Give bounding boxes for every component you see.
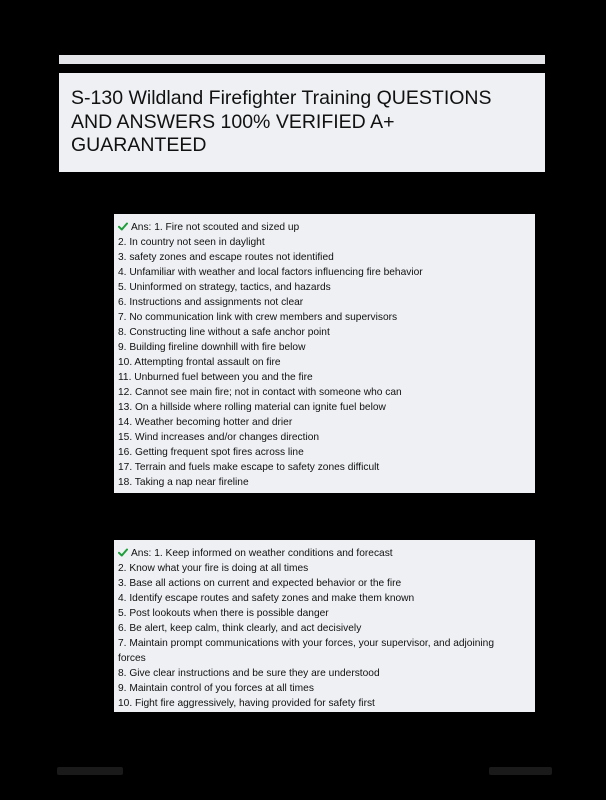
answer-line: 13. On a hillside where rolling material can ignite fuel below [118,402,386,413]
answer-line: 11. Unburned fuel between you and the fire [118,372,313,383]
answer-line: 16. Getting frequent spot fires across line [118,447,304,458]
answer-line: 9. Maintain control of you forces at all times [118,683,314,694]
answer-line: 12. Cannot see main fire; not in contact with someone who can [118,387,402,398]
answer-line: 18. Taking a nap near fireline [118,477,249,488]
answer-line: 5. Uninformed on strategy, tactics, and hazards [118,282,331,293]
answer-line: 7. No communication link with crew members and supervisors [118,312,398,323]
answer-line: 4. Identify escape routes and safety zones and make them known [118,593,415,604]
answer-line: 9. Building fireline downhill with fire below [118,342,306,353]
answer-line: 2. In country not seen in daylight [118,237,265,248]
answer-line: 8. Constructing line without a safe anchor point [118,327,330,338]
check-icon [118,548,128,557]
answer-line: 17. Terrain and fuels make escape to safety zones difficult [118,462,380,473]
check-icon [118,222,128,231]
header-rule [59,55,545,64]
answer-line: 5. Post lookouts when there is possible danger [118,608,329,619]
answer-line: 6. Instructions and assignments not clear [118,297,304,308]
answer-line: 4. Unfamiliar with weather and local factors influencing fire behavior [118,267,423,278]
title-box [59,73,545,172]
answer-line: 7. Maintain prompt communications with your forces, your supervisor, and adjoining [118,638,494,649]
answer-line: 10. Fight fire aggressively, having provided for safety first [118,698,375,709]
footer-right-mark [489,767,552,775]
answer-block [114,214,535,493]
answer-line: 3. safety zones and escape routes not identified [118,252,334,263]
answer-line: Ans: 1. Keep informed on weather conditions and forecast [118,546,531,561]
footer-left-mark [57,767,123,775]
answer-line: Ans: 1. Fire not scouted and sized up [118,220,531,235]
answer-line: 10. Attempting frontal assault on fire [118,357,281,368]
document-title: S-130 Wildland Firefighter Training QUESTIONS AND ANSWERS 100% VERIFIED A+ GUARANTEED [71,87,492,156]
answer-line: 15. Wind increases and/or changes direction [118,432,320,443]
answer-line: 6. Be alert, keep calm, think clearly, and act decisively [118,623,362,634]
answer-line: 2. Know what your fire is doing at all times [118,563,309,574]
answer-line: 14. Weather becoming hotter and drier [118,417,293,428]
answer-block [114,540,535,712]
answer-line: 3. Base all actions on current and expected behavior or the fire [118,578,402,589]
answer-line: forces [118,653,146,664]
answer-line: 8. Give clear instructions and be sure they are understood [118,668,380,679]
